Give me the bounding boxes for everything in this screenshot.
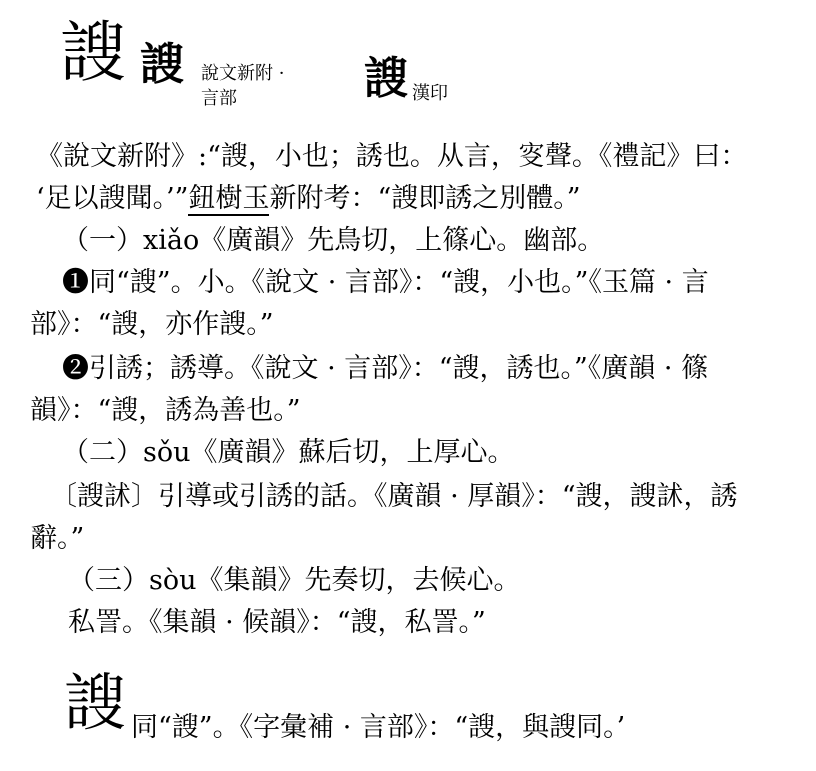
seal-script-glyph: 謏 [140,39,184,90]
headword-2-definition: 同“謏”。《字彙補 · 言部》：“謏，與謏同。’ [131,712,626,743]
headword-2: 謏 [64,666,127,739]
han-seal-glyph: 謏 [364,53,408,104]
quote-text: ‘足以謏聞。’” [36,183,189,214]
definition-line-1: 《說文新附》:“謏，小也；誘也。从言，叜聲。《禮記》曰： [36,141,748,172]
quote-text: 新附考：“謏即誘之別體。” [269,183,581,214]
compound-entry-continued: 辭。” [30,523,85,554]
reading-3-sense: 私詈。《集韻 · 候韻》：“謏，私詈。” [68,607,486,638]
reading-3-header: （三）sòu《集韻》先奏切，去候心。 [68,565,521,596]
reading-1-header: （一）xiǎo《廣韻》先鳥切，上篠心。幽部。 [62,225,605,256]
definition-line-2 [36,183,581,215]
sense-2-continued: 韻》：“謏，誘為善也。” [30,395,301,426]
sense-2: ❷引誘；誘導。《說文 · 言部》：“謏，誘也。”《廣韻 · 篠 [62,353,709,384]
han-seal-label: 漢印 [412,83,448,104]
sense-1: ❶同“謏”。小。《說文 · 言部》：“謏，小也。”《玉篇 · 言 [62,267,709,298]
compound-entry: 〔謏訹〕引導或引誘的話。《廣韻 · 厚韻》：“謏，謏訹，誘 [50,481,738,512]
proper-name-underlined: 鈕樹玉 [188,183,270,214]
sense-1-continued: 部》：“謏，亦作謏。” [30,309,274,340]
headword: 謏 [60,14,126,91]
reading-2-header: （二）sǒu《廣韻》蘇后切，上厚心。 [62,437,515,468]
seal-source-label: 說文新附 · [201,63,285,84]
seal-source-section: 言部 [201,88,237,109]
